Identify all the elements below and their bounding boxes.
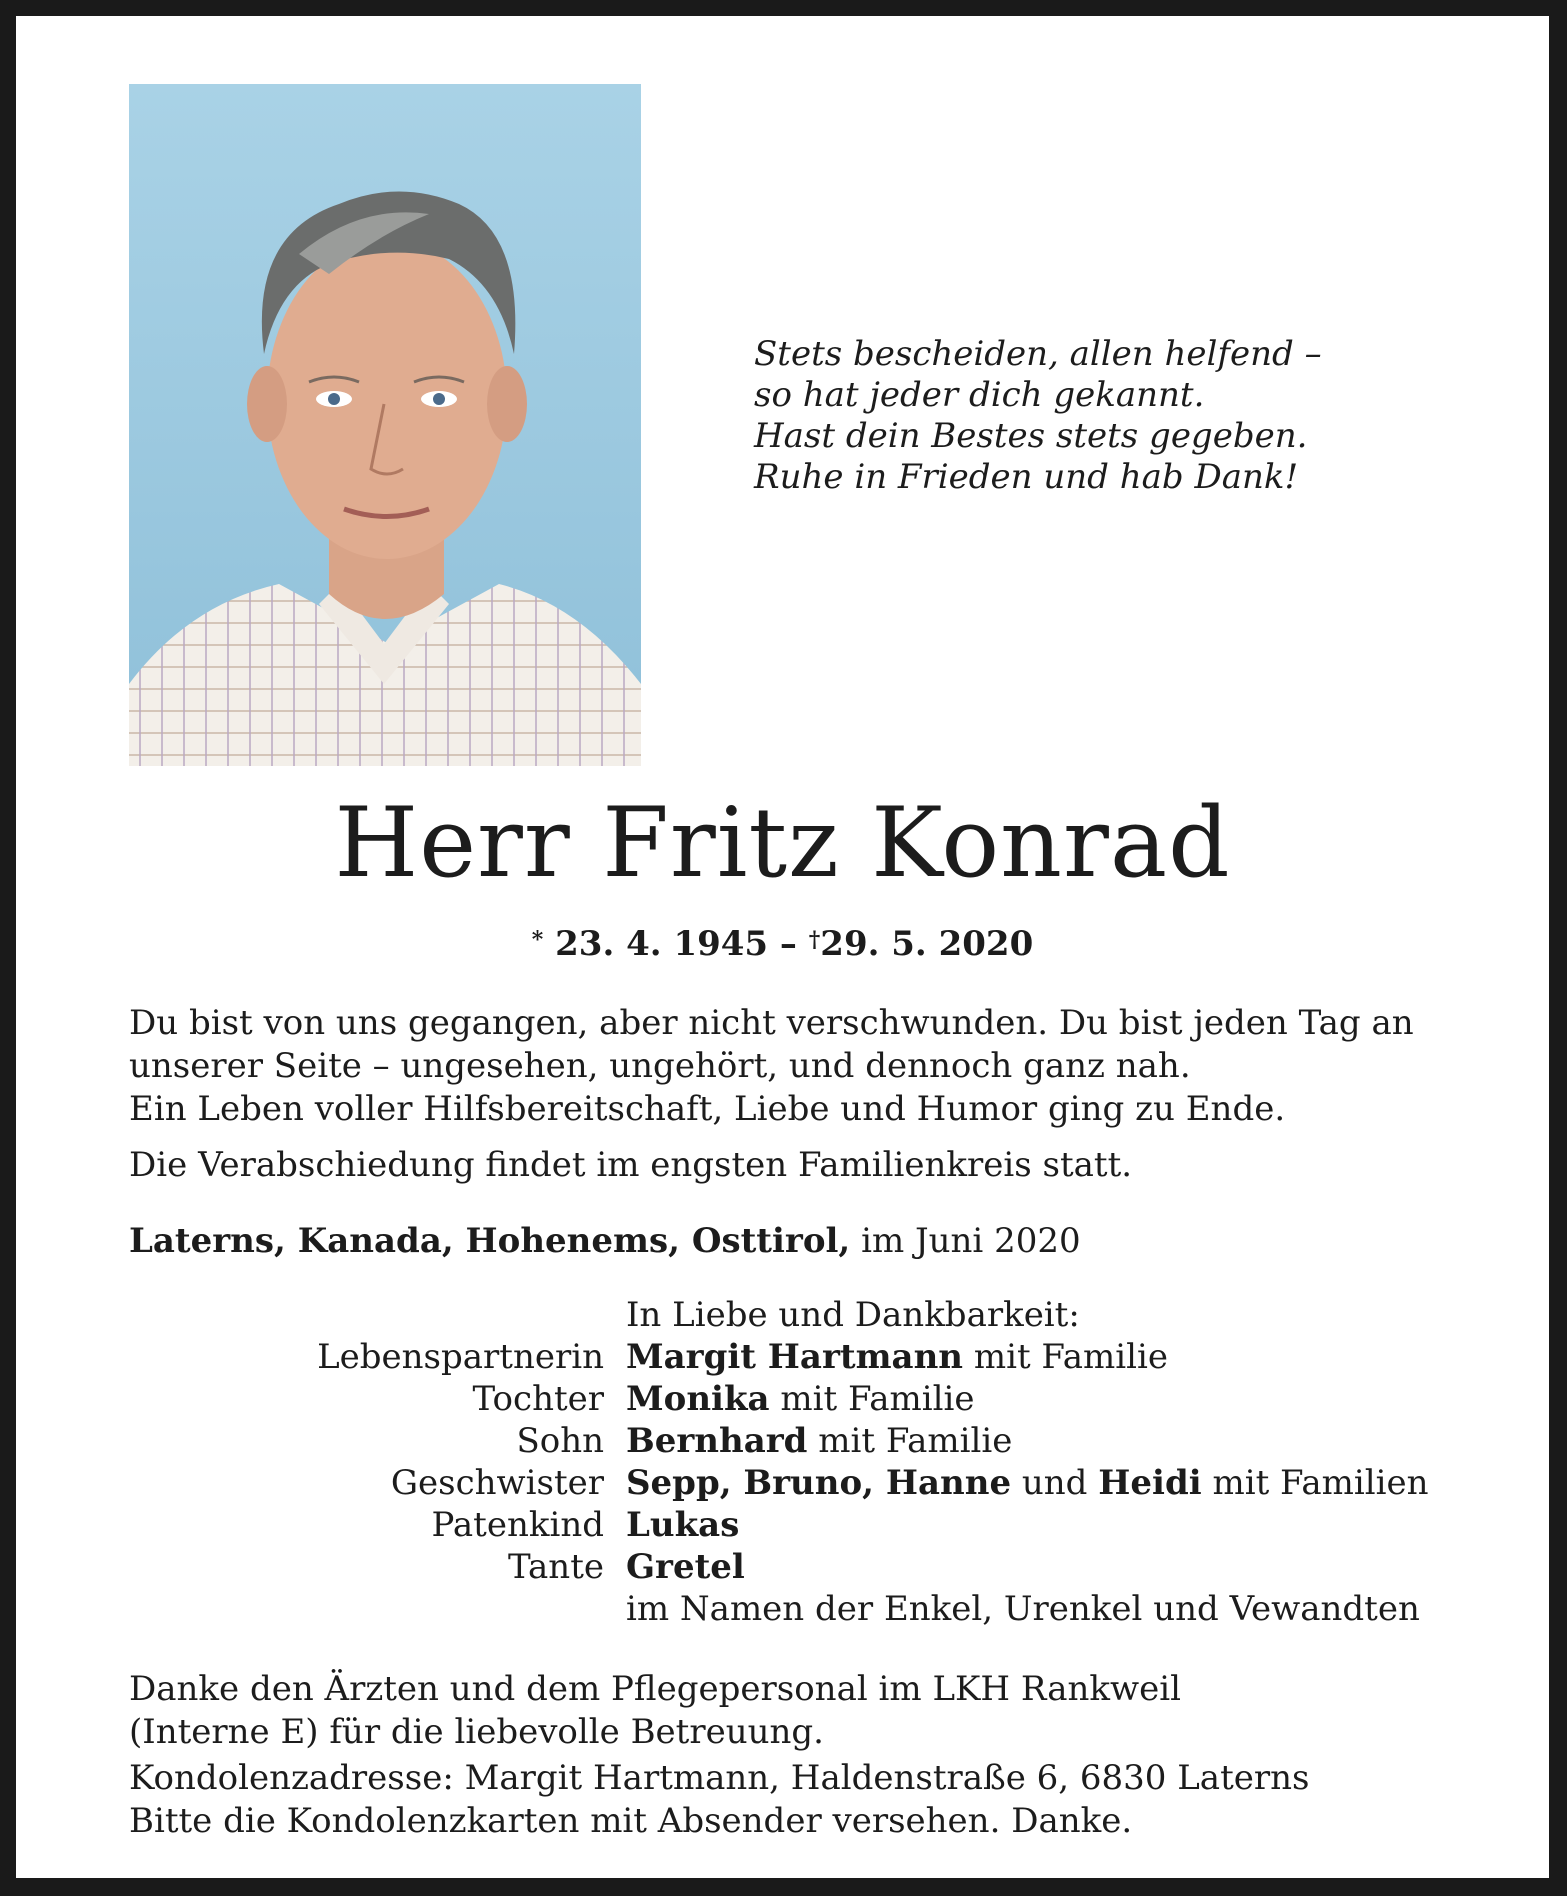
- mourner-name: Monika: [626, 1379, 770, 1419]
- relation-label: Lebenspartnerin: [317, 1337, 604, 1377]
- relation-label: Tochter: [472, 1379, 604, 1419]
- relation-label: Patenkind: [431, 1505, 604, 1545]
- text-line: Ein Leben voller Hilfsbereitschaft, Liebe und Humor ging zu Ende.: [129, 1089, 1286, 1129]
- condolence-address: Kondolenzadresse: Margit Hartmann, Haldenstraße 6, 6830 Laterns: [129, 1758, 1310, 1798]
- mourner-name: Sepp, Bruno, Hanne: [626, 1463, 1012, 1503]
- obituary-card: [16, 16, 1549, 1878]
- mourners-intro-row: [129, 1294, 1469, 1336]
- birth-date: 23. 4. 1945: [555, 924, 769, 964]
- mourner-suffix: mit Familie: [963, 1337, 1168, 1377]
- mourner-suffix: mit Familie: [807, 1421, 1013, 1461]
- mourner-row: [129, 1462, 1469, 1504]
- poem-line: Ruhe in Frieden und hab Dank!: [754, 457, 1299, 497]
- poem-line: so hat jeder dich gekannt.: [754, 375, 1205, 415]
- poem-line: Stets bescheiden, allen helfend –: [754, 334, 1322, 374]
- poem-line: Hast dein Bestes stets gegeben.: [754, 416, 1308, 456]
- portrait-photo: [129, 84, 641, 766]
- deceased-name: Herr Fritz Konrad: [334, 787, 1231, 899]
- mourner-row: [129, 1336, 1469, 1378]
- mourner-row: [129, 1504, 1469, 1546]
- condolence-paragraph: [129, 1757, 1469, 1843]
- mourner-row: [129, 1420, 1469, 1462]
- relation-label: Geschwister: [390, 1463, 604, 1503]
- date-separator: –: [779, 924, 797, 964]
- mourner-conjunction: und: [1011, 1463, 1099, 1503]
- text-line: (Interne E) für die liebevolle Betreuung.: [129, 1712, 824, 1752]
- poem: [754, 334, 1454, 498]
- birth-symbol: *: [531, 927, 544, 953]
- death-date: 29. 5. 2020: [820, 924, 1034, 964]
- mourner-name: Lukas: [626, 1505, 740, 1545]
- text-line: unserer Seite – ungesehen, ungehört, und dennoch ganz nah.: [129, 1046, 1191, 1086]
- farewell-paragraph: [129, 1002, 1469, 1131]
- mourner-row: [129, 1378, 1469, 1420]
- text-line: Danke den Ärzten und dem Pflegepersonal im LKH Rankweil: [129, 1669, 1182, 1709]
- portrait-image: [129, 84, 641, 766]
- text-line: Bitte die Kondolenzkarten mit Absender versehen. Danke.: [129, 1801, 1133, 1841]
- text-line: Du bist von uns gegangen, aber nicht verschwunden. Du bist jeden Tag an: [129, 1003, 1414, 1043]
- mourner-suffix: mit Familie: [769, 1379, 975, 1419]
- ceremony-note: Die Verabschiedung findet im engsten Familienkreis statt.: [129, 1145, 1133, 1185]
- mourners-list: [129, 1294, 1469, 1630]
- relation-label: Sohn: [516, 1421, 604, 1461]
- mourners-closing: im Namen der Enkel, Urenkel und Vewandten: [626, 1589, 1420, 1629]
- life-dates: [16, 922, 1549, 966]
- mourner-name: Heidi: [1098, 1463, 1202, 1503]
- death-symbol: †: [808, 927, 821, 953]
- mourner-row: [129, 1546, 1469, 1588]
- mourners-intro: In Liebe und Dankbarkeit:: [626, 1295, 1080, 1335]
- mourner-suffix: mit Familien: [1201, 1463, 1429, 1503]
- mourner-name: Bernhard: [626, 1421, 808, 1461]
- places: Laterns, Kanada, Hohenems, Osttirol,: [129, 1221, 851, 1261]
- mourners-closing-row: [129, 1588, 1469, 1630]
- thanks-paragraph: [129, 1668, 1469, 1754]
- places-date-line: [129, 1220, 1469, 1263]
- mourner-name: Gretel: [626, 1547, 745, 1587]
- relation-label: Tante: [508, 1547, 604, 1587]
- month-year: im Juni 2020: [850, 1221, 1081, 1261]
- mourner-name: Margit Hartmann: [626, 1337, 964, 1377]
